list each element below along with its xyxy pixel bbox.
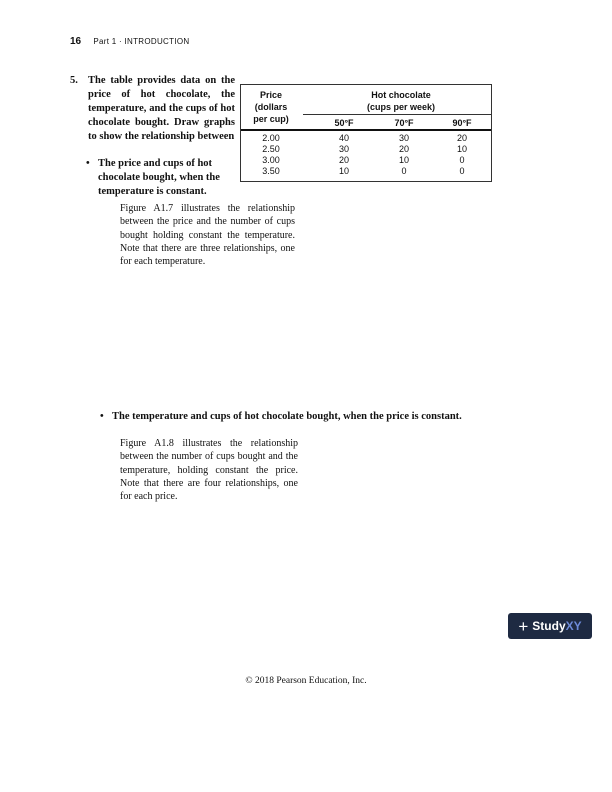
page-number: 16 — [70, 36, 82, 47]
bullet-marker: • — [86, 158, 90, 169]
question-text: The table provides data on the price of hot chocolate, the temperature, and the cups of hot chocolate bought. Draw graphs to show the relationship between — [88, 75, 235, 142]
bullet-temperature-cups — [100, 410, 472, 424]
page-header — [70, 36, 189, 47]
temp-70: 70°F — [394, 118, 414, 128]
part-label: Part 1 · INTRODUCTION — [93, 37, 190, 46]
bullet-text: The price and cups of hot chocolate bought, when the temperature is constant. — [98, 158, 220, 197]
table-row: 2.00 40 30 20 — [262, 133, 467, 143]
badge-study-text: Study — [532, 619, 566, 633]
header-rule — [241, 129, 491, 131]
answer-figure-a1-7: Figure A1.7 illustrates the relationship between the price and the number of cups bought holding constant the temperature. Note that there are three relationships, one for each temperature. — [120, 203, 295, 268]
hot-chocolate-table — [240, 84, 492, 182]
studyxy-badge[interactable] — [508, 613, 592, 639]
temp-90: 90°F — [452, 118, 472, 128]
bullet-text: The temperature and cups of hot chocolate bought, when the price is constant. — [112, 411, 462, 422]
badge-xy-text: XY — [565, 619, 582, 633]
bullet-price-cups — [86, 157, 238, 199]
question-5 — [70, 74, 235, 144]
table-row: 2.50 30 20 10 — [262, 144, 467, 154]
table-row: 3.00 20 10 0 — [262, 155, 465, 165]
answer-figure-a1-8: Figure A1.8 illustrates the relationship between the number of cups bought and the temperature, holding constant the price. Note that there are four relationships, one for each price. — [120, 438, 298, 503]
hot-chocolate-header: Hot chocolate (cups per week) — [366, 90, 436, 112]
question-number: 5. — [70, 75, 78, 86]
temp-50: 50°F — [334, 118, 354, 128]
price-header: Price (dollars per cup) — [253, 90, 289, 124]
plus-icon: + — [518, 616, 529, 636]
copyright-footer: © 2018 Pearson Education, Inc. — [245, 676, 367, 686]
bullet-marker: • — [100, 411, 104, 422]
table-row: 3.50 10 0 0 — [262, 166, 465, 176]
header-divider — [303, 114, 491, 115]
